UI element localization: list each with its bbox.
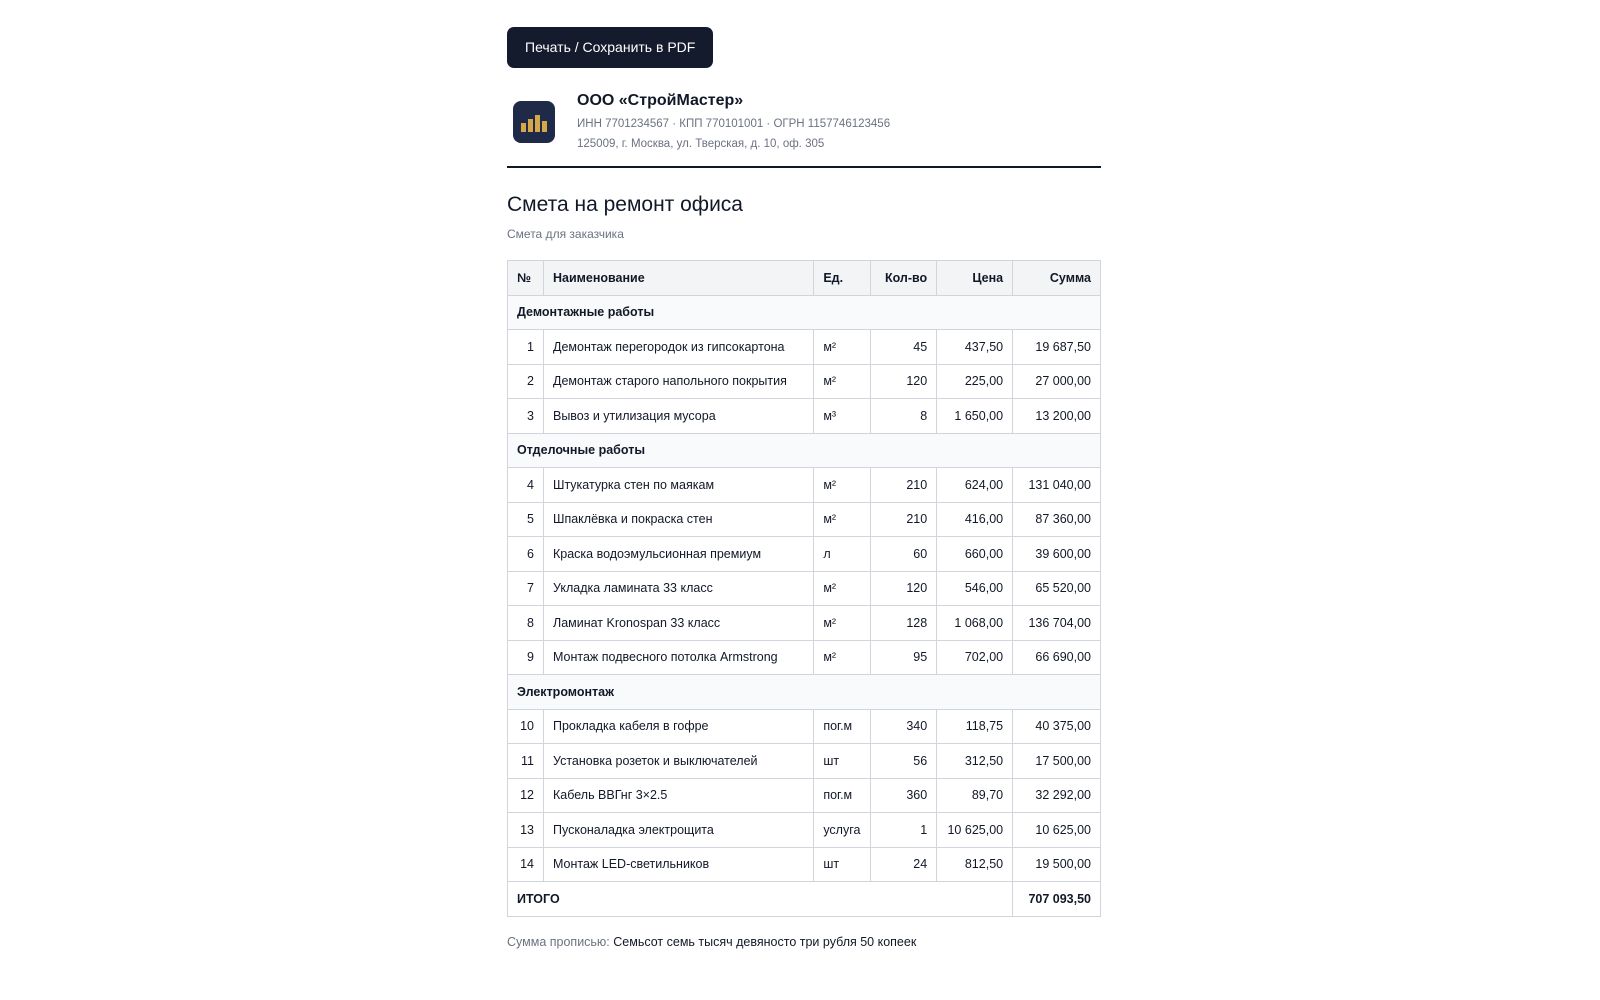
cell-name: Кабель ВВГнг 3×2.5 — [543, 778, 813, 813]
cell-unit: м² — [814, 502, 871, 537]
cell-no: 4 — [508, 468, 544, 503]
cell-qty: 56 — [871, 744, 937, 779]
cell-price: 416,00 — [937, 502, 1013, 537]
cell-price: 812,50 — [937, 847, 1013, 882]
cell-sum: 87 360,00 — [1013, 502, 1101, 537]
sum-in-words — [507, 935, 1101, 949]
total-row — [508, 882, 1101, 917]
section-row — [508, 295, 1101, 330]
cell-price: 660,00 — [937, 537, 1013, 572]
cell-sum: 131 040,00 — [1013, 468, 1101, 503]
cell-sum: 10 625,00 — [1013, 813, 1101, 848]
cell-unit: пог.м — [814, 709, 871, 744]
cell-qty: 340 — [871, 709, 937, 744]
cell-sum: 65 520,00 — [1013, 571, 1101, 606]
table-row — [508, 330, 1101, 365]
cell-name: Укладка ламината 33 класс — [543, 571, 813, 606]
cell-price: 89,70 — [937, 778, 1013, 813]
cell-name: Вывоз и утилизация мусора — [543, 399, 813, 434]
cell-no: 3 — [508, 399, 544, 434]
cell-unit: л — [814, 537, 871, 572]
cell-sum: 39 600,00 — [1013, 537, 1101, 572]
table-header-row — [508, 261, 1101, 296]
section-title: Отделочные работы — [508, 433, 1101, 468]
print-save-pdf-button[interactable]: Печать / Сохранить в PDF — [507, 27, 713, 68]
cell-sum: 17 500,00 — [1013, 744, 1101, 779]
cell-qty: 24 — [871, 847, 937, 882]
bar-chart-icon — [513, 101, 555, 143]
cell-no: 5 — [508, 502, 544, 537]
cell-sum: 19 500,00 — [1013, 847, 1101, 882]
table-row — [508, 847, 1101, 882]
cell-name: Монтаж LED-светильников — [543, 847, 813, 882]
cell-sum: 40 375,00 — [1013, 709, 1101, 744]
cell-name: Штукатурка стен по маякам — [543, 468, 813, 503]
table-row — [508, 399, 1101, 434]
cell-qty: 120 — [871, 364, 937, 399]
company-address: 125009, г. Москва, ул. Тверская, д. 10, оф. 305 — [577, 138, 825, 150]
cell-no: 11 — [508, 744, 544, 779]
cell-price: 312,50 — [937, 744, 1013, 779]
estimate-page — [507, 27, 1101, 949]
cell-qty: 1 — [871, 813, 937, 848]
cell-price: 546,00 — [937, 571, 1013, 606]
cell-price: 118,75 — [937, 709, 1013, 744]
cell-price: 1 650,00 — [937, 399, 1013, 434]
cell-qty: 8 — [871, 399, 937, 434]
cell-unit: м² — [814, 606, 871, 641]
cell-name: Демонтаж старого напольного покрытия — [543, 364, 813, 399]
cell-name: Пусконаладка электрощита — [543, 813, 813, 848]
cell-unit: м² — [814, 364, 871, 399]
company-name: ООО «СтройМастер» — [577, 92, 744, 109]
cell-qty: 45 — [871, 330, 937, 365]
cell-unit: услуга — [814, 813, 871, 848]
table-row — [508, 537, 1101, 572]
company-header — [507, 91, 1101, 168]
cell-sum: 27 000,00 — [1013, 364, 1101, 399]
cell-price: 624,00 — [937, 468, 1013, 503]
cell-sum: 32 292,00 — [1013, 778, 1101, 813]
cell-unit: пог.м — [814, 778, 871, 813]
table-row — [508, 468, 1101, 503]
table-row — [508, 778, 1101, 813]
cell-no: 1 — [508, 330, 544, 365]
cell-name: Прокладка кабеля в гофре — [543, 709, 813, 744]
cell-qty: 120 — [871, 571, 937, 606]
section-row — [508, 433, 1101, 468]
cell-name: Ламинат Kronospan 33 класс — [543, 606, 813, 641]
cell-price: 225,00 — [937, 364, 1013, 399]
cell-no: 12 — [508, 778, 544, 813]
cell-price: 10 625,00 — [937, 813, 1013, 848]
table-row — [508, 744, 1101, 779]
cell-no: 6 — [508, 537, 544, 572]
cell-qty: 210 — [871, 468, 937, 503]
cell-price: 702,00 — [937, 640, 1013, 675]
header-qty: Кол-во — [871, 261, 937, 296]
cell-name: Краска водоэмульсионная премиум — [543, 537, 813, 572]
header-sum: Сумма — [1013, 261, 1101, 296]
sum-in-words-label: Сумма прописью: — [507, 934, 610, 949]
cell-no: 10 — [508, 709, 544, 744]
cell-qty: 128 — [871, 606, 937, 641]
cell-unit: м² — [814, 640, 871, 675]
table-row — [508, 709, 1101, 744]
header-no: № — [508, 261, 544, 296]
cell-unit: м² — [814, 330, 871, 365]
company-info — [577, 91, 890, 154]
sum-in-words-value: Семьсот семь тысяч девяносто три рубля 50 копеек — [613, 934, 917, 949]
cell-name: Демонтаж перегородок из гипсокартона — [543, 330, 813, 365]
cell-no: 9 — [508, 640, 544, 675]
header-name: Наименование — [543, 261, 813, 296]
table-row — [508, 813, 1101, 848]
table-row — [508, 502, 1101, 537]
company-requisites: ИНН 7701234567 · КПП 770101001 · ОГРН 1157746123456 — [577, 118, 891, 130]
cell-sum: 19 687,50 — [1013, 330, 1101, 365]
cell-unit: шт — [814, 744, 871, 779]
cell-sum: 66 690,00 — [1013, 640, 1101, 675]
cell-no: 7 — [508, 571, 544, 606]
cell-unit: м² — [814, 468, 871, 503]
cell-unit: м³ — [814, 399, 871, 434]
cell-name: Установка розеток и выключателей — [543, 744, 813, 779]
estimate-table — [507, 260, 1101, 917]
table-row — [508, 364, 1101, 399]
header-unit: Ед. — [814, 261, 871, 296]
cell-sum: 13 200,00 — [1013, 399, 1101, 434]
cell-qty: 360 — [871, 778, 937, 813]
table-row — [508, 606, 1101, 641]
cell-name: Шпаклёвка и покраска стен — [543, 502, 813, 537]
table-row — [508, 571, 1101, 606]
cell-no: 13 — [508, 813, 544, 848]
cell-qty: 60 — [871, 537, 937, 572]
cell-price: 437,50 — [937, 330, 1013, 365]
document-subtitle: Смета для заказчика — [507, 227, 624, 241]
document-title: Смета на ремонт офиса — [507, 193, 743, 216]
cell-sum: 136 704,00 — [1013, 606, 1101, 641]
cell-no: 14 — [508, 847, 544, 882]
cell-unit: шт — [814, 847, 871, 882]
section-title: Электромонтаж — [508, 675, 1101, 710]
cell-no: 2 — [508, 364, 544, 399]
total-label: ИТОГО — [508, 882, 1013, 917]
cell-price: 1 068,00 — [937, 606, 1013, 641]
section-row — [508, 675, 1101, 710]
cell-no: 8 — [508, 606, 544, 641]
cell-unit: м² — [814, 571, 871, 606]
total-value: 707 093,50 — [1013, 882, 1101, 917]
cell-name: Монтаж подвесного потолка Armstrong — [543, 640, 813, 675]
table-body — [508, 295, 1101, 882]
cell-qty: 210 — [871, 502, 937, 537]
header-price: Цена — [937, 261, 1013, 296]
table-row — [508, 640, 1101, 675]
cell-qty: 95 — [871, 640, 937, 675]
section-title: Демонтажные работы — [508, 295, 1101, 330]
